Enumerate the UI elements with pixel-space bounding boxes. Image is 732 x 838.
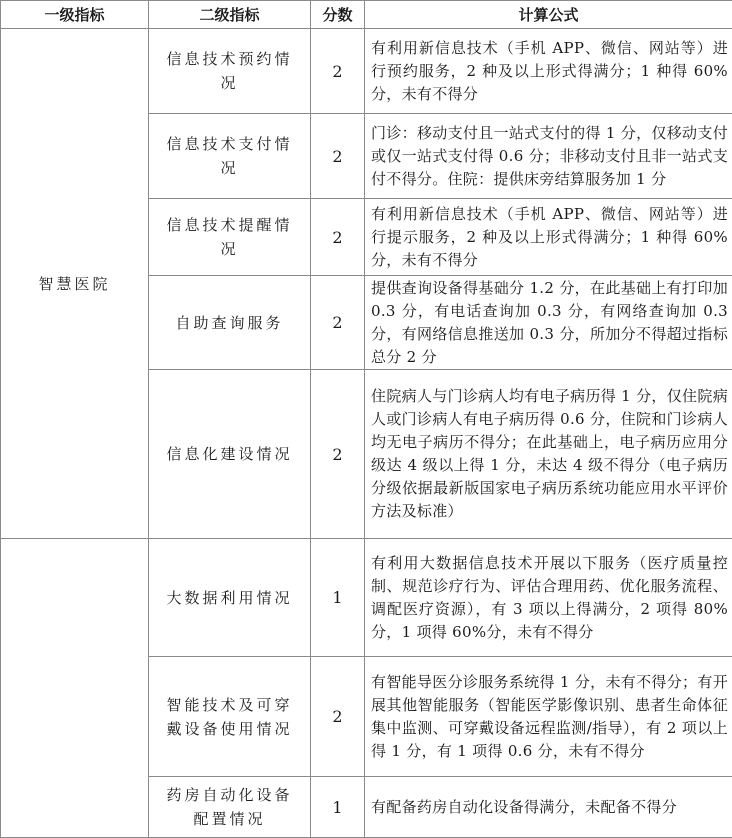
level2-cell: 智能技术及可穿戴设备使用情况 bbox=[149, 657, 311, 777]
header-score: 分数 bbox=[311, 1, 365, 29]
level1-cell bbox=[1, 539, 149, 838]
formula-cell: 门诊：移动支付且一站式支付的得 1 分，仅移动支付或仅一站式支付得 0.6 分；非移动支付且非一站式支付不得分。住院：提供床旁结算服务加 1 分 bbox=[365, 114, 732, 199]
score-cell: 1 bbox=[311, 539, 365, 657]
formula-cell: 有利用新信息技术（手机 APP、微信、网站等）进行提示服务，2 种及以上形式得满分；1 种得 60%分，未有不得分 bbox=[365, 199, 732, 276]
formula-cell: 住院病人与门诊病人均有电子病历得 1 分，仅住院病人或门诊病人有电子病历得 0.6 分，住院和门诊病人均无电子病历不得分；在此基础上，电子病历应用分级达 4 级以上得 1 分，未达 4 级不得分（电子病历分级依据最新版国家电子病历系统功能应用水平评价方法及标准） bbox=[365, 370, 732, 539]
level2-cell: 自助查询服务 bbox=[149, 276, 311, 370]
header-row bbox=[1, 1, 732, 29]
header-formula: 计算公式 bbox=[365, 1, 732, 29]
formula-cell: 有利用大数据信息技术开展以下服务（医疗质量控制、规范诊疗行为、评估合理用药、优化服务流程、调配医疗资源），有 3 项以上得满分，2 项得 80%分，1 项得 60%分，未有不得分 bbox=[365, 539, 732, 657]
level2-cell: 药房自动化设备配置情况 bbox=[149, 777, 311, 838]
level2-cell: 信息技术支付情况 bbox=[149, 114, 311, 199]
level2-cell: 信息技术预约情况 bbox=[149, 29, 311, 114]
formula-cell: 有配备药房自动化设备得满分，未配备不得分 bbox=[365, 777, 732, 838]
formula-cell: 提供查询设备得基础分 1.2 分，在此基础上有打印加 0.3 分，有电话查询加 0.3 分，有网络查询加 0.3 分，有网络信息推送加 0.3 分，所加分不得超过指标总分 2 分 bbox=[365, 276, 732, 370]
level2-cell: 信息化建设情况 bbox=[149, 370, 311, 539]
score-cell: 2 bbox=[311, 199, 365, 276]
score-cell: 1 bbox=[311, 777, 365, 838]
score-cell: 2 bbox=[311, 29, 365, 114]
level2-cell: 信息技术提醒情况 bbox=[149, 199, 311, 276]
level1-cell: 智慧医院 bbox=[1, 29, 149, 539]
header-level1: 一级指标 bbox=[1, 1, 149, 29]
formula-cell: 有利用新信息技术（手机 APP、微信、网站等）进行预约服务，2 种及以上形式得满分；1 种得 60%分，未有不得分 bbox=[365, 29, 732, 114]
header-level2: 二级指标 bbox=[149, 1, 311, 29]
table-row bbox=[1, 539, 732, 657]
table-row bbox=[1, 29, 732, 114]
formula-cell: 有智能导医分诊服务系统得 1 分，未有不得分；有开展其他智能服务（智能医学影像识别、患者生命体征集中监测、可穿戴设备远程监测/指导），有 2 项以上得 1 分，有 1 项得 0.6 分，未有不得分 bbox=[365, 657, 732, 777]
score-cell: 2 bbox=[311, 276, 365, 370]
score-cell: 2 bbox=[311, 370, 365, 539]
score-cell: 2 bbox=[311, 114, 365, 199]
level2-cell: 大数据利用情况 bbox=[149, 539, 311, 657]
score-cell: 2 bbox=[311, 657, 365, 777]
